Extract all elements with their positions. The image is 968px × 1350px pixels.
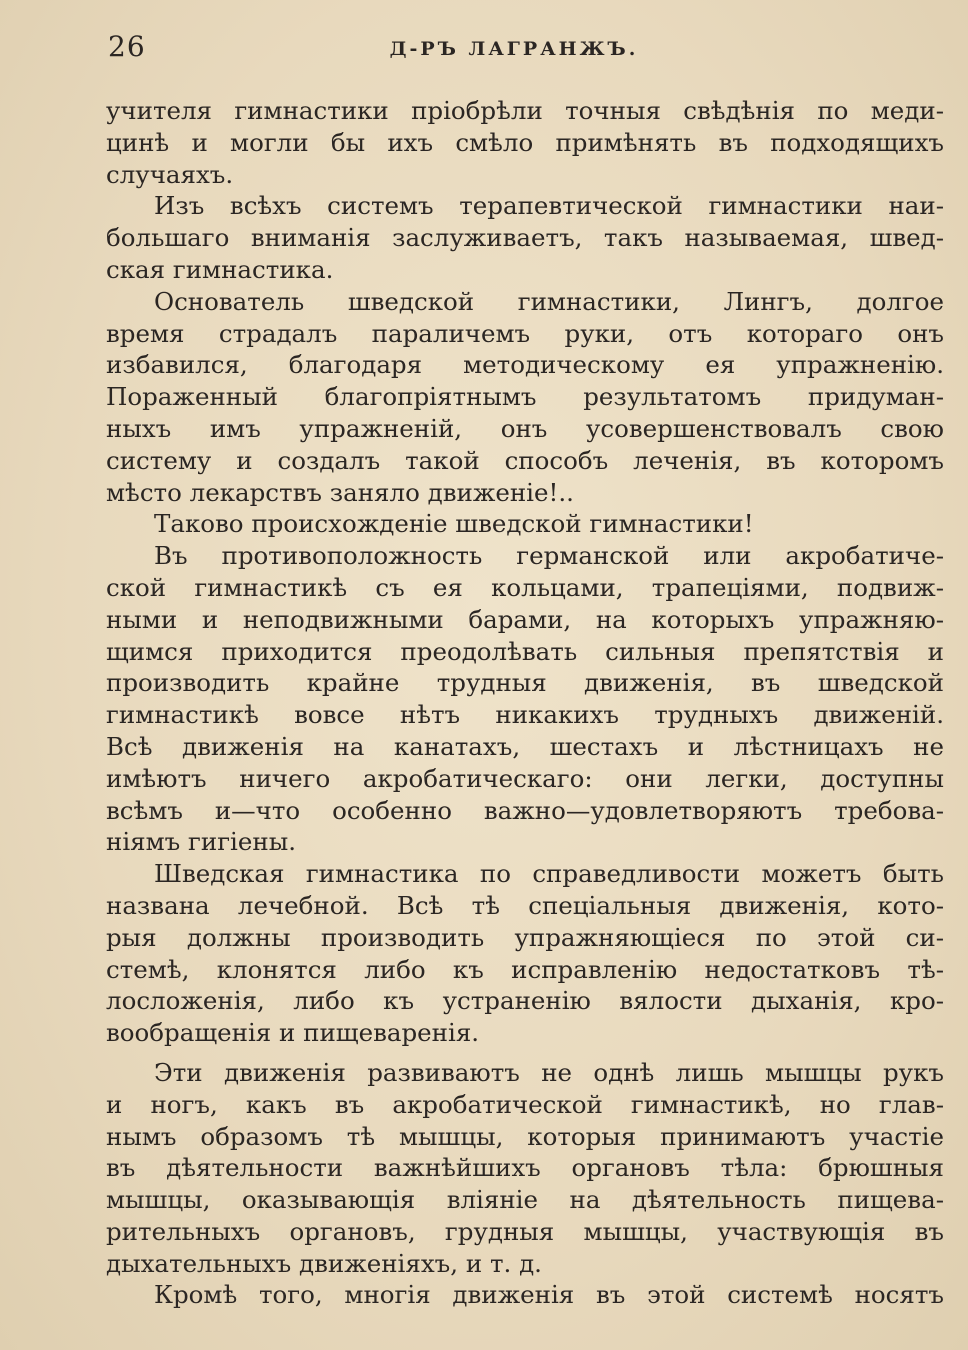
paragraph xyxy=(106,95,944,190)
text-line: вообращенія и пищеваренія. xyxy=(106,1018,480,1048)
text-line: въ дѣятельности важнѣйшихъ органовъ тѣла: брюшныя xyxy=(106,1153,944,1183)
text-line: Эти движенія развиваютъ не однѣ лишь мышцы рукъ xyxy=(154,1057,944,1087)
text-line: Таково происхожденіе шведской гимнастики! xyxy=(154,509,754,539)
text-line: большаго вниманія заслуживаетъ, такъ называемая, швед- xyxy=(106,223,944,253)
text-line: учителя гимнастики пріобрѣли точныя свѣдѣнія по меди- xyxy=(106,96,944,125)
paragraph xyxy=(106,508,944,540)
paragraph xyxy=(106,858,944,1049)
text-line: лосложенія, либо къ устраненію вялости дыханія, кро- xyxy=(106,986,944,1016)
text-line: избавился, благодаря методическому ея упражненію. xyxy=(106,350,944,380)
page-header xyxy=(108,30,920,70)
text-line: случаяхъ. xyxy=(106,159,234,189)
text-line: дыхательныхъ движеніяхъ, и т. д. xyxy=(106,1248,542,1278)
text-line: рыя должны производить упражняющіеся по этой си- xyxy=(106,922,944,952)
text-line: время страдалъ параличемъ руки, отъ котораго онъ xyxy=(106,318,944,348)
text-line: щимся приходится преодолѣвать сильныя препятствія и xyxy=(106,636,944,666)
text-line: Изъ всѣхъ системъ терапевтической гимнастики наи- xyxy=(154,191,944,221)
paragraph xyxy=(106,286,944,509)
paragraph xyxy=(106,540,944,858)
text-line: ской гимнастикѣ съ ея кольцами, трапеціями, подвиж- xyxy=(106,572,944,602)
text-line: систему и создалъ такой способъ леченія, въ которомъ xyxy=(106,445,944,475)
text-line: ская гимнастика. xyxy=(106,254,334,284)
text-line: Въ противоположность германской или акробатиче- xyxy=(154,541,944,571)
text-line: мышцы, оказывающія вліяніе на дѣятельность пищева- xyxy=(106,1185,944,1215)
text-line: ніямъ гигіены. xyxy=(106,827,297,857)
text-line: гимнастикѣ вовсе нѣтъ никакихъ трудныхъ движеній. xyxy=(106,700,944,730)
text-line: рительныхъ органовъ, грудныя мышцы, участвующія въ xyxy=(106,1216,944,1246)
page-number: 26 xyxy=(108,30,146,63)
paragraph xyxy=(106,1279,944,1311)
text-line: ными и неподвижными барами, на которыхъ упражняю- xyxy=(106,604,944,634)
paragraph xyxy=(106,1057,944,1280)
text-line: нымъ образомъ тѣ мышцы, которыя принимаютъ участіе xyxy=(106,1121,944,1151)
text-line: ныхъ имъ упражненій, онъ усовершенствовалъ свою xyxy=(106,413,944,443)
text-line: мѣсто лекарствъ заняло движеніе!.. xyxy=(106,477,574,507)
text-line: Шведская гимнастика по справедливости можетъ быть xyxy=(154,859,944,889)
text-line: Пораженный благопріятнымъ результатомъ придуман- xyxy=(106,382,944,412)
running-head: Д-РЪ ЛАГРАНЖЪ. xyxy=(389,38,639,60)
text-line: названа лечебной. Всѣ тѣ спеціальныя движенія, кото- xyxy=(106,890,944,920)
text-line: Основатель шведской гимнастики, Лингъ, долгое xyxy=(154,286,944,316)
text-line: цинѣ и могли бы ихъ смѣло примѣнять въ подходящихъ xyxy=(106,127,944,157)
text-line: имѣютъ ничего акробатическаго: они легки, доступны xyxy=(106,763,944,793)
text-line: всѣмъ и—что особенно важно—удовлетворяютъ требова- xyxy=(106,795,944,825)
body-text xyxy=(106,95,944,1311)
text-line: стемѣ, клонятся либо къ исправленію недостатковъ тѣ- xyxy=(106,954,944,984)
text-line: производить крайне трудныя движенія, въ шведской xyxy=(106,668,944,698)
paragraph xyxy=(106,190,944,285)
text-line: и ногъ, какъ въ акробатической гимнастикѣ, но глав- xyxy=(106,1089,944,1119)
text-line: Кромѣ того, многія движенія въ этой системѣ носятъ xyxy=(154,1280,944,1310)
text-line: Всѣ движенія на канатахъ, шестахъ и лѣстницахъ не xyxy=(106,731,944,761)
